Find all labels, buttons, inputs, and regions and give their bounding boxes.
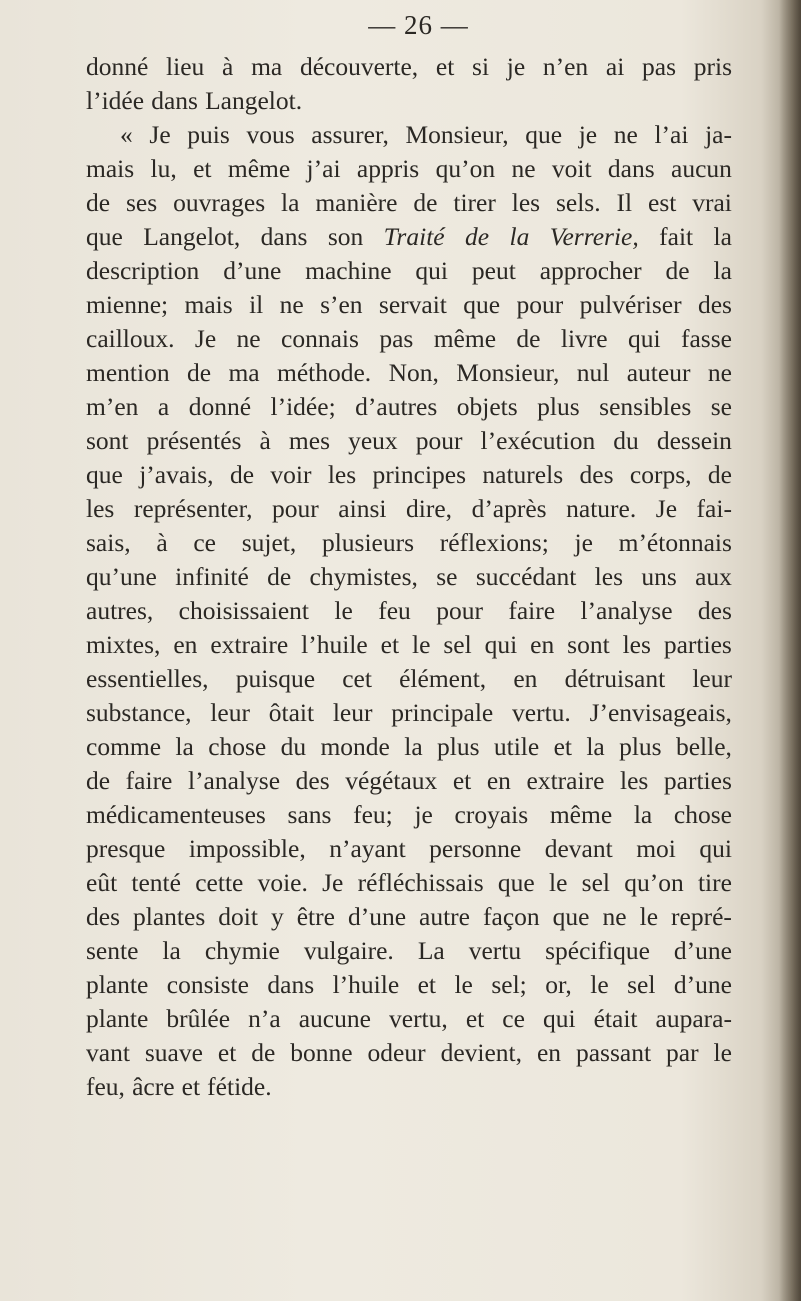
text-line: médicamenteuses sans feu; je croyais même la chose (86, 800, 732, 829)
body-text (86, 50, 732, 1104)
text-line: l’idée dans Langelot. (86, 86, 303, 115)
text-line: mais lu, et même j’ai appris qu’on ne voit dans aucun (86, 154, 732, 183)
text-line: description d’une machine qui peut approcher de la (86, 256, 732, 285)
text-line: mention de ma méthode. Non, Monsieur, nul auteur ne (86, 358, 732, 387)
page-number: — 26 — (368, 10, 469, 40)
text-line: mienne; mais il ne s’en servait que pour pulvériser des (86, 290, 732, 319)
text-line: de ses ouvrages la manière de tirer les sels. Il est vrai (86, 188, 732, 217)
text-line: « Je puis vous assurer, Monsieur, que je ne l’ai ja- (120, 120, 732, 149)
text-line: que Langelot, dans son Traité de la Verrerie, fait la (86, 222, 732, 251)
text-line: sente la chymie vulgaire. La vertu spécifique d’une (86, 936, 732, 965)
text-line: les représenter, pour ainsi dire, d’après nature. Je fai- (86, 494, 732, 523)
text-line: des plantes doit y être d’une autre façon que ne le repré- (86, 902, 732, 931)
text-line: m’en a donné l’idée; d’autres objets plus sensibles se (86, 392, 732, 421)
text-line: feu, âcre et fétide. (86, 1072, 272, 1101)
text-line: vant suave et de bonne odeur devient, en passant par le (86, 1038, 732, 1067)
text-line: plante brûlée n’a aucune vertu, et ce qui était aupara- (86, 1004, 732, 1033)
text-line: presque impossible, n’ayant personne devant moi qui (86, 834, 732, 863)
text-line: substance, leur ôtait leur principale vertu. J’envisageais, (86, 698, 732, 727)
text-line: de faire l’analyse des végétaux et en extraire les parties (86, 766, 732, 795)
text-line: eût tenté cette voie. Je réfléchissais que le sel qu’on tire (86, 868, 732, 897)
text-line: plante consiste dans l’huile et le sel; or, le sel d’une (86, 970, 732, 999)
text-line: comme la chose du monde la plus utile et la plus belle, (86, 732, 732, 761)
text-line: sont présentés à mes yeux pour l’exécution du dessein (86, 426, 732, 455)
page-edge-shadow (779, 0, 801, 1301)
text-line: qu’une infinité de chymistes, se succédant les uns aux (86, 562, 732, 591)
text-line: cailloux. Je ne connais pas même de livre qui fasse (86, 324, 732, 353)
text-line: mixtes, en extraire l’huile et le sel qui en sont les parties (86, 630, 732, 659)
text-line: autres, choisissaient le feu pour faire l’analyse des (86, 596, 732, 625)
text-line: que j’avais, de voir les principes naturels des corps, de (86, 460, 732, 489)
text-line: essentielles, puisque cet élément, en détruisant leur (86, 664, 732, 693)
text-line: donné lieu à ma découverte, et si je n’en ai pas pris (86, 52, 732, 81)
text-line: sais, à ce sujet, plusieurs réflexions; je m’étonnais (86, 528, 732, 557)
